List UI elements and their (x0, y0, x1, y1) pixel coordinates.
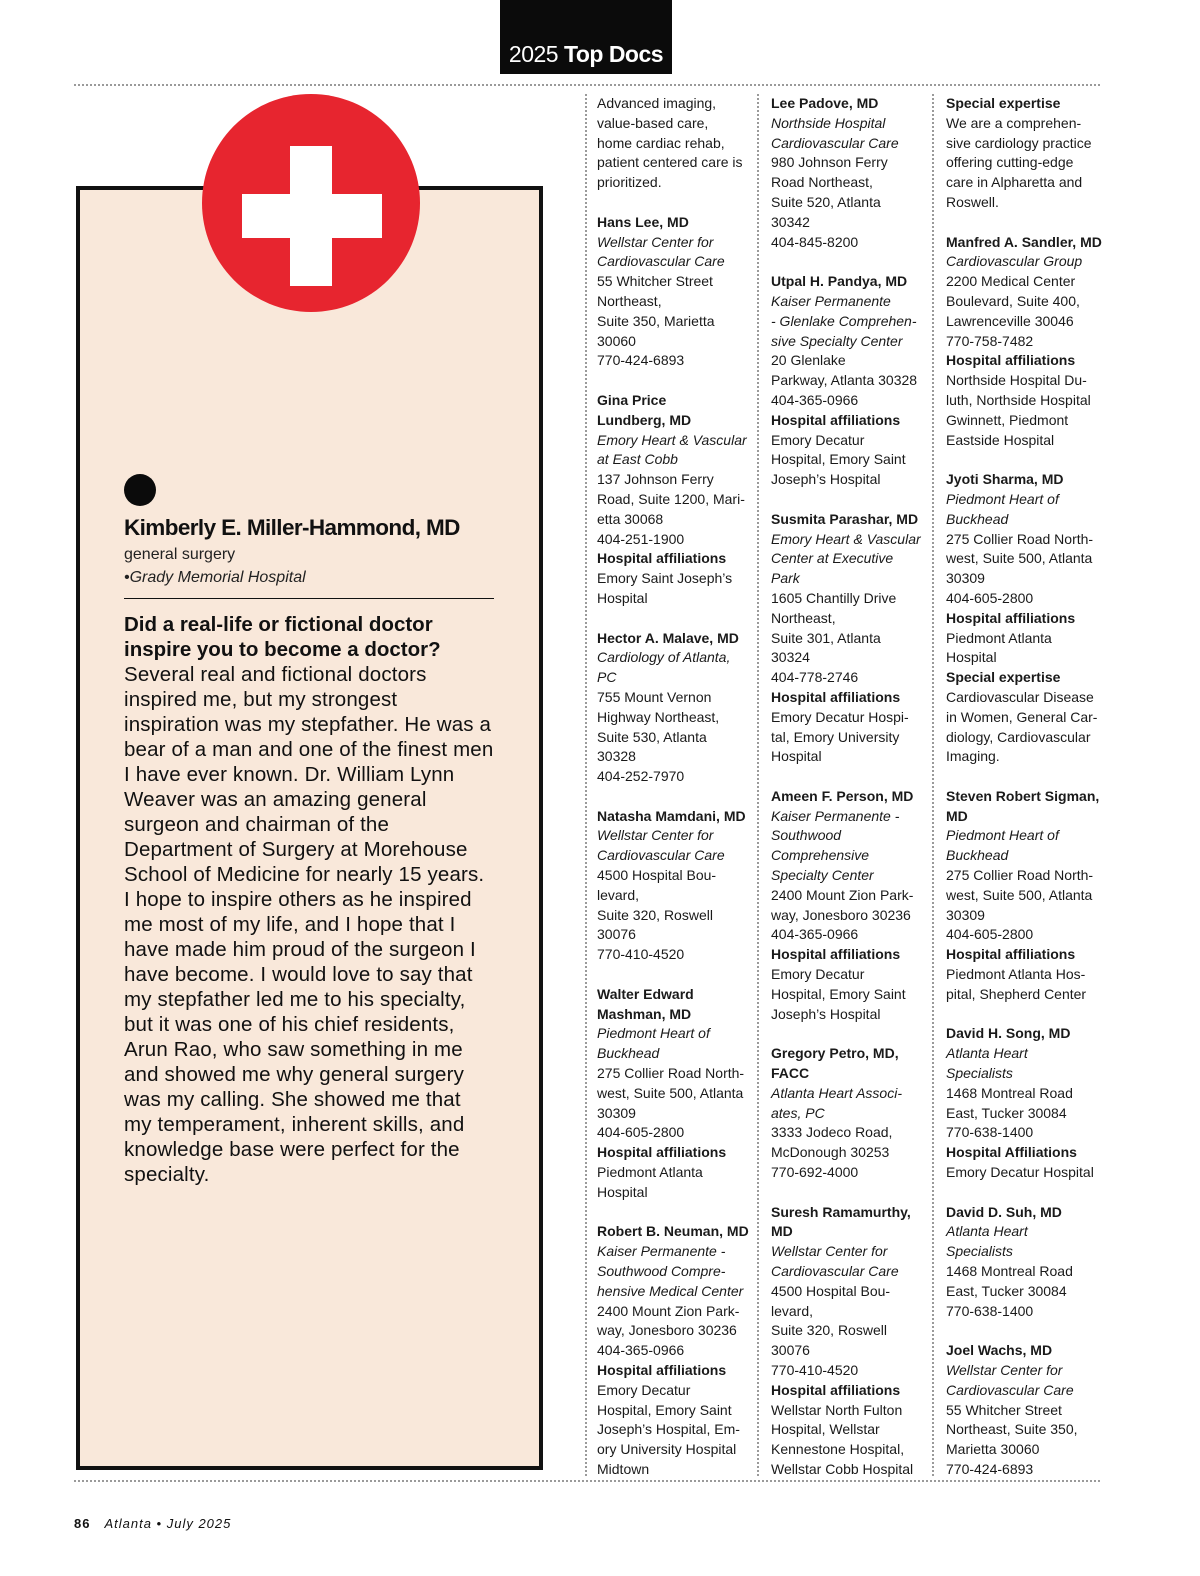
practice-line: Buckhead (946, 847, 1009, 864)
doctor-name-line: Suresh Ramamurthy, (771, 1203, 911, 1220)
detail-line: 30324 (771, 649, 810, 666)
detail-line: Piedmont Atlanta Hos- (946, 966, 1086, 983)
practice-line: Comprehensive (771, 847, 870, 864)
detail-line: west, Suite 500, Atlanta (946, 550, 1093, 567)
detail-line: 404-365-0966 (771, 926, 859, 943)
detail-line: Joseph’s Hospital (771, 471, 881, 488)
featured-profile (124, 512, 494, 1187)
practice-line: Atlanta Heart (946, 1223, 1028, 1240)
detail-line: 755 Mount Vernon (597, 688, 712, 705)
detail-line: 770-638-1400 (946, 1124, 1034, 1141)
listing-column-2 (771, 94, 931, 1500)
section-label: Hospital affiliations (771, 946, 901, 963)
detail-line: 404-605-2800 (946, 589, 1034, 606)
interview-question: Did a real-life or fictional doctor inspire you to become a doctor? (124, 613, 441, 661)
practice-line: Southwood (771, 827, 842, 844)
top-dotted-rule (74, 84, 1100, 86)
detail-line: 404-251-1900 (597, 530, 685, 547)
detail-line: Piedmont Atlanta (946, 629, 1052, 646)
doctor-listing (946, 1203, 1106, 1322)
detail-line: 275 Collier Road North- (597, 1065, 745, 1082)
detail-line: 2200 Medical Center (946, 273, 1076, 290)
detail-line: 404-365-0966 (771, 391, 859, 408)
doctor-listing (597, 807, 757, 965)
doctor-name-line: Mashman, MD (597, 1005, 692, 1022)
detail-line: 1468 Montreal Road (946, 1263, 1073, 1280)
detail-line: East, Tucker 30084 (946, 1104, 1067, 1121)
doctor-listing (597, 391, 757, 609)
detail-line: Imaging. (946, 748, 1000, 765)
detail-line: 4500 Hospital Bou- (597, 867, 717, 884)
doctor-listing (771, 510, 931, 767)
doctor-name-line: Lee Padove, MD (771, 95, 879, 111)
detail-line: 404-778-2746 (771, 669, 859, 686)
detail-line: 770-424-6893 (946, 1460, 1034, 1477)
detail-line: 55 Whitcher Street (946, 1401, 1062, 1418)
practice-line: Kaiser Permanente - (771, 807, 900, 824)
detail-line: Emory Decatur Hospi- (771, 708, 909, 725)
section-label: Hospital affiliations (946, 352, 1076, 369)
detail-line: way, Jonesboro 30236 (597, 1322, 737, 1339)
detail-line: Hospital, Emory Saint (771, 985, 906, 1002)
practice-line: Cardiology of Atlanta, (597, 649, 731, 666)
detail-line: value-based care, (597, 114, 709, 131)
detail-line: 30342 (771, 213, 810, 230)
detail-line: 2400 Mount Zion Park- (771, 886, 914, 903)
detail-line: levard, (597, 886, 640, 903)
doctor-listing (771, 94, 931, 252)
detail-line: 30309 (946, 906, 985, 923)
practice-line: Cardiovascular Care (771, 134, 899, 151)
detail-line: Emory Decatur Hospital (946, 1164, 1094, 1181)
detail-line: Suite 520, Atlanta (771, 193, 881, 210)
detail-line: diology, Cardiovascular (946, 728, 1091, 745)
doctor-name-line: MD (771, 1223, 793, 1240)
detail-line: Hospital (946, 649, 997, 666)
detail-line: 1468 Montreal Road (946, 1084, 1073, 1101)
detail-line: home cardiac rehab, (597, 134, 725, 151)
column-divider-1 (585, 94, 587, 1476)
doctor-listing (771, 787, 931, 1025)
profile-specialty: general surgery (124, 546, 236, 563)
detail-line: Wellstar Cobb Hospital (771, 1460, 914, 1477)
detail-line: Suite 350, Marietta (597, 312, 715, 329)
section-label: Special expertise (946, 669, 1061, 686)
detail-line: 2400 Mount Zion Park- (597, 1302, 740, 1319)
detail-line: 404-605-2800 (946, 926, 1034, 943)
doctor-listing (771, 272, 931, 490)
profile-name: Kimberly E. Miller-Hammond, MD (124, 515, 460, 540)
detail-line: Joseph’s Hospital, Em- (597, 1421, 740, 1438)
detail-line: Northeast, Suite 350, (946, 1421, 1078, 1438)
profile-hospital: •Grady Memorial Hospital (124, 566, 494, 599)
detail-line: 30309 (946, 570, 985, 587)
practice-line: Center at Executive (771, 550, 894, 567)
detail-line: Hospital (597, 1183, 648, 1200)
detail-line: in Women, General Car- (946, 708, 1098, 725)
practice-line: Emory Heart & Vascular (771, 530, 921, 547)
detail-line: pital, Shepherd Center (946, 985, 1087, 1002)
page-footer (74, 1516, 231, 1531)
practice-line: Buckhead (946, 510, 1009, 527)
detail-line: Joseph’s Hospital (771, 1005, 881, 1022)
detail-line: 770-410-4520 (597, 946, 685, 963)
practice-line: Cardiovascular Group (946, 253, 1083, 270)
doctor-listing (597, 629, 757, 787)
doctor-listing (946, 787, 1106, 1005)
doctor-listing (946, 94, 1106, 213)
practice-line: Specialists (946, 1243, 1013, 1260)
practice-line: Buckhead (597, 1045, 660, 1062)
doctor-name-line: David H. Song, MD (946, 1025, 1071, 1042)
practice-line: Cardiovascular Care (597, 847, 725, 864)
doctor-name-line: Susmita Parashar, MD (771, 510, 919, 527)
detail-line: west, Suite 500, Atlanta (946, 886, 1093, 903)
detail-line: way, Jonesboro 30236 (771, 906, 911, 923)
detail-line: Marietta 30060 (946, 1441, 1040, 1458)
detail-line: levard, (771, 1302, 814, 1319)
detail-line: Road, Suite 1200, Mari- (597, 490, 745, 507)
detail-line: Hospital, Emory Saint (771, 451, 906, 468)
section-label: Hospital affiliations (771, 688, 901, 705)
detail-line: Hospital (597, 589, 648, 606)
doctor-name-line: Ameen F. Person, MD (771, 787, 914, 804)
section-label: Hospital affiliations (946, 609, 1076, 626)
detail-line: 55 Whitcher Street (597, 273, 713, 290)
detail-line: Northside Hospital Du- (946, 372, 1087, 389)
page-number: 86 (74, 1516, 91, 1531)
detail-line: 30076 (597, 926, 636, 943)
doctor-listing (597, 1222, 757, 1479)
detail-line: 404-365-0966 (597, 1342, 685, 1359)
practice-line: Southwood Compre- (597, 1263, 726, 1280)
listing-column-3 (946, 94, 1106, 1500)
detail-line: Road Northeast, (771, 174, 873, 191)
doctor-name-line: Gina Price (597, 391, 667, 408)
doctor-name-line: Lundberg, MD (597, 411, 692, 428)
doctor-listing (946, 233, 1106, 451)
doctor-name-line: Robert B. Neuman, MD (597, 1223, 749, 1240)
detail-line: Northeast, (597, 292, 662, 309)
practice-line: Specialty Center (771, 867, 874, 884)
detail-line: 30076 (771, 1342, 810, 1359)
section-label: Hospital affiliations (597, 1144, 727, 1161)
detail-line: 770-638-1400 (946, 1302, 1034, 1319)
detail-line: East, Tucker 30084 (946, 1282, 1067, 1299)
section-label: Hospital affiliations (597, 1362, 727, 1378)
detail-line: Midtown (597, 1460, 650, 1477)
detail-line: Piedmont Atlanta (597, 1164, 703, 1181)
detail-line: 980 Johnson Ferry (771, 154, 888, 171)
detail-line: Suite 320, Roswell (771, 1322, 887, 1339)
detail-line: Eastside Hospital (946, 431, 1055, 448)
doctor-listing (597, 94, 757, 193)
doctor-name-line: Joel Wachs, MD (946, 1342, 1053, 1359)
practice-line: Piedmont Heart of (946, 827, 1059, 844)
detail-line: 3333 Jodeco Road, (771, 1124, 893, 1141)
detail-line: Wellstar North Fulton (771, 1401, 903, 1418)
doctor-name-line: FACC (771, 1065, 810, 1082)
cross-horizontal-bar (242, 194, 382, 238)
detail-line: Northeast, (771, 609, 836, 626)
detail-line: 770-410-4520 (771, 1362, 859, 1378)
interview-answer: Several real and fictional doctors inspired me, but my strongest inspiration was my stepfather. He was a bear of a man and one of the finest men I have ever known. Dr. William Lynn Weaver was an amazing general surgeon and chairman of the Department of Surgery at Morehouse School of Medicine for nearly 15 years. I hope to inspire others as he inspired me most of my life, and I hope that I have made him proud of the surgeon I have become. I would love to say that my stepfather led me to his specialty, but it was one of his chief residents, Arun Rao, who saw something in me and showed me why general surgery was my calling. She showed me that my temperament, inherent skills, and knowledge base were perfect for the specialty. (124, 663, 494, 1186)
practice-line: sive Specialty Center (771, 332, 903, 349)
doctor-listing (597, 985, 757, 1203)
doctor-name-line: Natasha Mamdani, MD (597, 807, 746, 824)
doctor-listing (946, 470, 1106, 767)
detail-line: Kennestone Hospital, (771, 1441, 905, 1458)
detail-line: Roswell. (946, 193, 999, 210)
detail-line: 137 Johnson Ferry (597, 471, 714, 488)
detail-line: 275 Collier Road North- (946, 530, 1094, 547)
detail-line: 770-424-6893 (597, 352, 685, 369)
practice-line: Wellstar Center for (597, 233, 714, 250)
detail-line: patient centered care is (597, 154, 743, 171)
doctor-listing (597, 213, 757, 371)
detail-line: Suite 530, Atlanta (597, 728, 707, 745)
detail-line: Emory Decatur (597, 1381, 691, 1398)
doctor-name-line: David D. Suh, MD (946, 1203, 1062, 1220)
doctor-name-line: Manfred A. Sandler, MD (946, 233, 1102, 250)
practice-line: Kaiser Permanente (771, 292, 891, 309)
detail-line: 404-252-7970 (597, 768, 685, 785)
practice-line: Piedmont Heart of (946, 490, 1059, 507)
section-label: Hospital Affiliations (946, 1144, 1077, 1161)
detail-line: offering cutting-edge (946, 154, 1074, 171)
detail-line: We are a comprehen- (946, 114, 1082, 131)
detail-line: Emory Saint Joseph’s (597, 570, 733, 587)
detail-line: 770-692-4000 (771, 1164, 859, 1181)
section-label: Hospital affiliations (597, 550, 727, 567)
column-divider-2 (757, 94, 759, 1476)
doctor-name-line: Walter Edward (597, 985, 694, 1002)
detail-line: 275 Collier Road North- (946, 867, 1094, 884)
practice-line: at East Cobb (597, 451, 678, 468)
doctor-listing (946, 1024, 1106, 1182)
header-year: 2025 (508, 41, 559, 67)
detail-line: Hospital, Emory Saint (597, 1401, 732, 1418)
detail-line: tal, Emory University (771, 728, 900, 745)
practice-line: Atlanta Heart Associ- (771, 1084, 902, 1101)
detail-line: luth, Northside Hospital (946, 391, 1091, 408)
practice-line: Specialists (946, 1065, 1013, 1082)
detail-line: Emory Decatur (771, 966, 865, 983)
detail-line: 30309 (597, 1104, 636, 1121)
section-header-tab (500, 0, 672, 74)
section-label: Hospital affiliations (771, 411, 901, 428)
detail-line: Lawrenceville 30046 (946, 312, 1074, 329)
detail-line: Cardiovascular Disease (946, 688, 1094, 705)
detail-line: sive cardiology practice (946, 134, 1092, 151)
doctor-name-line: Steven Robert Sigman, (946, 787, 1100, 804)
practice-line: Piedmont Heart of (597, 1025, 710, 1042)
detail-line: 404-845-8200 (771, 233, 859, 250)
doctor-name-line: Hans Lee, MD (597, 213, 689, 230)
doctor-name-line: MD (946, 807, 968, 824)
publication-info: Atlanta • July 2025 (104, 1516, 232, 1531)
detail-line: prioritized. (597, 174, 662, 191)
practice-line: - Glenlake Comprehen- (771, 312, 917, 329)
practice-line: Cardiovascular Care (771, 1263, 899, 1280)
detail-line: care in Alpharetta and (946, 174, 1083, 191)
practice-line: PC (597, 669, 617, 686)
practice-line: Northside Hospital (771, 114, 886, 131)
section-label: Hospital affiliations (946, 946, 1076, 963)
detail-line: Emory Decatur (771, 431, 865, 448)
detail-line: Suite 301, Atlanta (771, 629, 881, 646)
detail-line: 1605 Chantilly Drive (771, 589, 897, 606)
detail-line: 20 Glenlake (771, 352, 846, 369)
detail-line: ory University Hospital (597, 1441, 737, 1458)
practice-line: Wellstar Center for (597, 827, 714, 844)
practice-line: Park (771, 570, 800, 587)
doctor-name-line: Utpal H. Pandya, MD (771, 273, 908, 290)
detail-line: Advanced imaging, (597, 95, 717, 111)
bullet-dot-icon (124, 474, 156, 506)
practice-line: Wellstar Center for (946, 1362, 1063, 1378)
detail-line: Highway Northeast, (597, 708, 720, 725)
practice-line: Wellstar Center for (771, 1243, 888, 1260)
doctor-listing (771, 1203, 931, 1480)
detail-line: 4500 Hospital Bou- (771, 1282, 891, 1299)
practice-line: Atlanta Heart (946, 1045, 1028, 1062)
doctor-name-line: Jyoti Sharma, MD (946, 471, 1064, 488)
detail-line: Gwinnett, Piedmont (946, 411, 1069, 428)
detail-line: Parkway, Atlanta 30328 (771, 372, 918, 389)
practice-line: Kaiser Permanente - (597, 1243, 726, 1260)
detail-line: Hospital, Wellstar (771, 1421, 880, 1438)
detail-line: Hospital (771, 748, 822, 765)
practice-line: hensive Medical Center (597, 1282, 744, 1299)
column-divider-3 (932, 94, 934, 1476)
detail-line: McDonough 30253 (771, 1144, 890, 1161)
detail-line: etta 30068 (597, 510, 664, 527)
detail-line: 404-605-2800 (597, 1124, 685, 1141)
detail-line: 30328 (597, 748, 636, 765)
practice-line: Cardiovascular Care (597, 253, 725, 270)
doctor-name-line: Gregory Petro, MD, (771, 1045, 899, 1062)
doctor-name-line: Hector A. Malave, MD (597, 629, 739, 646)
detail-line: west, Suite 500, Atlanta (597, 1084, 744, 1101)
detail-line: 30060 (597, 332, 636, 349)
practice-line: Cardiovascular Care (946, 1381, 1074, 1398)
header-title: Top Docs (563, 41, 664, 67)
detail-line: Boulevard, Suite 400, (946, 292, 1080, 309)
section-label: Special expertise (946, 95, 1061, 111)
practice-line: ates, PC (771, 1104, 825, 1121)
detail-line: Suite 320, Roswell (597, 906, 713, 923)
detail-line: 770-758-7482 (946, 332, 1034, 349)
listing-column-1 (597, 94, 757, 1500)
practice-line: Emory Heart & Vascular (597, 431, 747, 448)
doctor-listing (771, 1044, 931, 1183)
section-label: Hospital affiliations (771, 1381, 901, 1398)
doctor-listing (946, 1341, 1106, 1480)
